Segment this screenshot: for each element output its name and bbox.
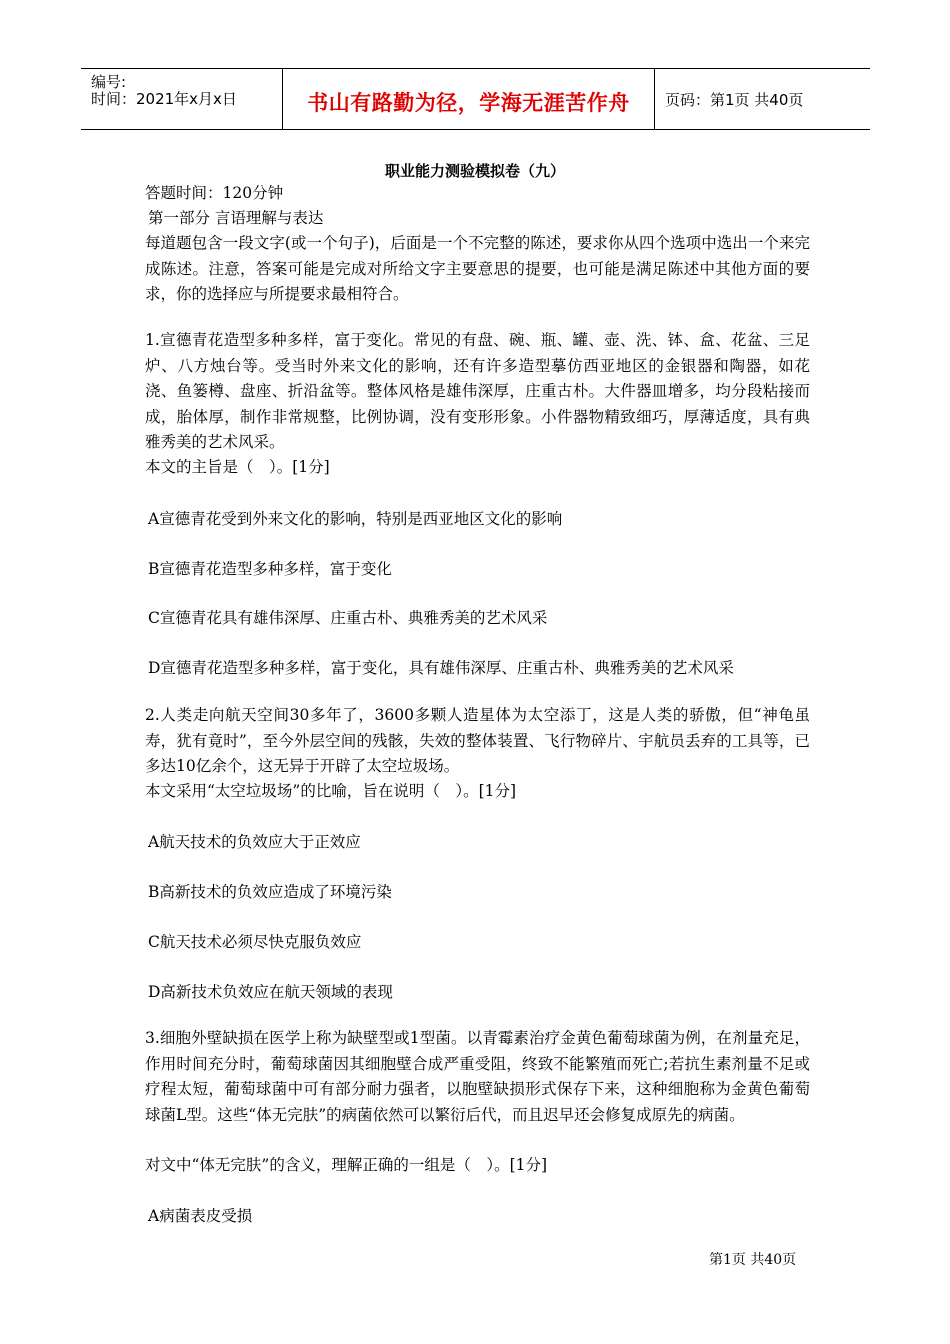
document-time-label: 时间：2021年x月x日 (91, 90, 237, 108)
question-1-option-b: B宣德青花造型多种多样，富于变化 (148, 560, 392, 578)
instructions: 每道题包含一段文字(或一个句子)，后面是一个不完整的陈述，要求你从四个选项中选出一个来完成陈述。注意，答案可能是完成对所给文字主要意思的提要，也可能是满足陈述中其他方面的要求，你的选择应与所提要求最相符合。 (145, 234, 810, 303)
question-3-passage: 3.细胞外壁缺损在医学上称为缺壁型或1型菌。以青霉素治疗金黄色葡萄球菌为例，在剂量充足，作用时间充分时，葡萄球菌因其细胞壁合成严重受阻，终致不能繁殖而死亡;若抗生素剂量不足或疗程太短，葡萄球菌中可有部分耐力强者，以胞壁缺损形式保存下来，这种细胞称为金黄色葡萄球菌L型。这些“体无完肤”的病菌依然可以繁衍后代，而且迟早还会修复成原先的病菌。 (145, 1029, 810, 1124)
document-number-label: 编号: (91, 73, 127, 91)
header-motto-cell (282, 69, 655, 129)
document-title: 职业能力测验模拟卷（九） (384, 162, 565, 180)
header-motto: 书山有路勤为径，学海无涯苦作舟 (307, 91, 630, 115)
question-2-prompt: 本文采用“太空垃圾场”的比喻，旨在说明（ ）。[1分] (145, 782, 517, 800)
header-page-info: 页码：第1页 共40页 (665, 91, 804, 109)
question-1-prompt: 本文的主旨是（ ）。[1分] (145, 458, 330, 476)
question-2-passage: 2.人类走向航天空间30多年了，3600多颗人造星体为太空添丁，这是人类的骄傲，但“神龟虽寿，犹有竟时”，至今外层空间的残骸，失效的整体装置、飞行物碎片、宇航员丢弃的工具等，已多达10亿余个，这无异于开辟了太空垃圾场。 (145, 706, 810, 775)
answer-time: 答题时间：120分钟 (145, 184, 284, 202)
question-3-option-a: A病菌表皮受损 (148, 1207, 253, 1225)
question-2-option-c: C航天技术必须尽快克服负效应 (148, 933, 362, 951)
header-meta (81, 69, 282, 129)
question-1-option-a: A宣德青花受到外来文化的影响，特别是西亚地区文化的影响 (148, 510, 563, 528)
question-2-option-a: A航天技术的负效应大于正效应 (148, 833, 361, 851)
question-1-passage: 1.宣德青花造型多种多样，富于变化。常见的有盘、碗、瓶、罐、壶、洗、钵、盒、花盆、三足炉、八方烛台等。受当时外来文化的影响，还有许多造型摹仿西亚地区的金银器和陶器，如花浇、鱼篓樽、盘座、折沿盆等。整体风格是雄伟深厚，庄重古朴。大件器皿增多，均分段粘接而成，胎体厚，制作非常规整，比例协调，没有变形形象。小件器物精致细巧，厚薄适度，具有典雅秀美的艺术风采。 (145, 331, 810, 451)
header-page-cell (655, 69, 870, 129)
page-header (81, 68, 870, 130)
question-2-option-d: D高新技术负效应在航天领域的表现 (148, 983, 393, 1001)
page-footer: 第1页 共40页 (709, 1252, 797, 1268)
section-heading: 第一部分 言语理解与表达 (148, 209, 324, 227)
question-1-option-c: C宣德青花具有雄伟深厚、庄重古朴、典雅秀美的艺术风采 (148, 609, 548, 627)
question-3-prompt: 对文中“体无完肤”的含义，理解正确的一组是（ ）。[1分] (145, 1156, 548, 1174)
question-2-option-b: B高新技术的负效应造成了环境污染 (148, 883, 392, 901)
question-1-option-d: D宣德青花造型多种多样，富于变化，具有雄伟深厚、庄重古朴、典雅秀美的艺术风采 (148, 659, 734, 677)
